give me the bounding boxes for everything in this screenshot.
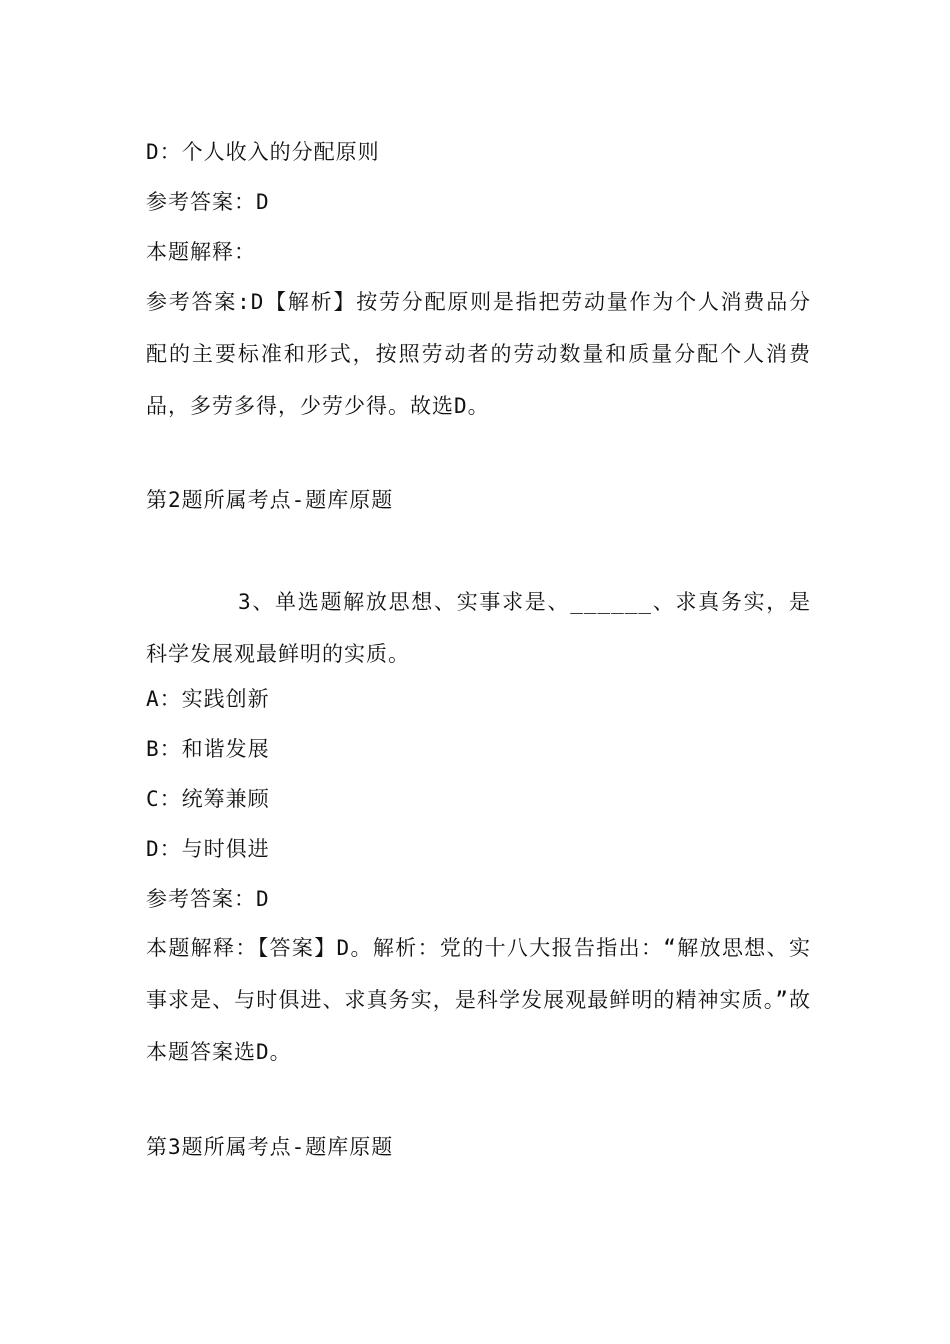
q3-explanation: 本题解释：【答案】D。解析：党的十八大报告指出：“解放思想、实事求是、与时俱进、求真务实，是科学发展观最鲜明的精神实质。”故本题答案选D。 — [146, 936, 811, 1064]
q1-answer: 参考答案：D — [146, 190, 270, 214]
q3-answer: 参考答案：D — [146, 887, 270, 911]
q3-option-a: A：实践创新 — [146, 687, 270, 711]
q1-option-d: D：个人收入的分配原则 — [146, 140, 380, 164]
q3-option-d: D：与时俱进 — [146, 837, 270, 861]
q1-explanation: 参考答案:D【解析】按劳分配原则是指把劳动量作为个人消费品分配的主要标准和形式，按照劳动者的劳动数量和质量分配个人消费品，多劳多得，少劳少得。故选D。 — [146, 290, 811, 418]
q3-question: 3、单选题解放思想、实事求是、______、求真务实，是科学发展观最鲜明的实质。 — [146, 590, 811, 666]
q1-explanation-label: 本题解释： — [146, 240, 256, 264]
q3-option-c: C：统筹兼顾 — [146, 787, 270, 811]
section3-title: 第3题所属考点-题库原题 — [146, 1135, 394, 1159]
q3-option-b: B：和谐发展 — [146, 737, 270, 761]
section2-title: 第2题所属考点-题库原题 — [146, 488, 394, 512]
